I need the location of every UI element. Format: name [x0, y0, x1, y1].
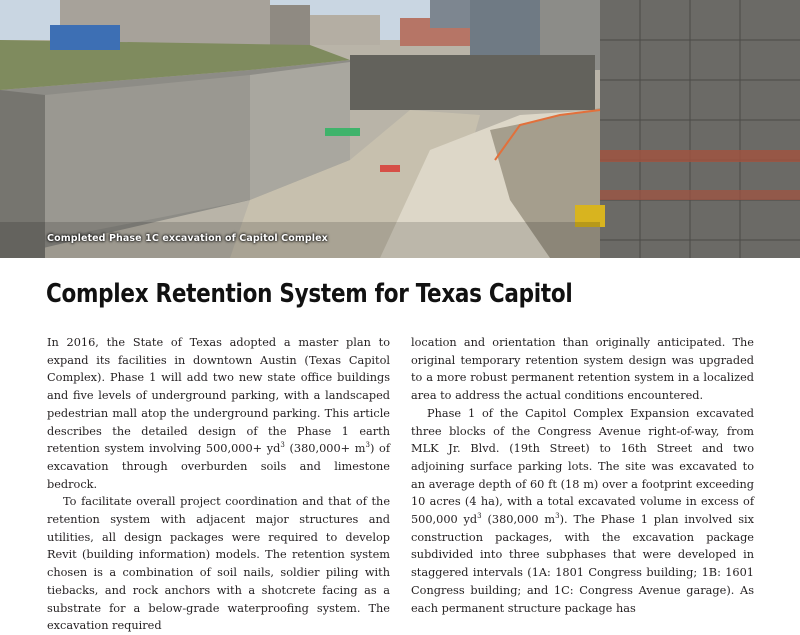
right-paragraph-2: Phase 1 of the Capitol Complex Expansion excavated three blocks of the Congress Avenue right-of-way, from MLK Jr. Blvd. (19th Street) to 16th Street and two adjoining surface parking lots. The site was excavated to an average depth of 60 ft (18 m) over a footprint exceeding 10 acres (4 ha), with a total excavated volume in excess of 500,000 $yd^3$ (380,000 $m^3$). The Phase 1 plan involved six construction packages, with the excavation package subdivided into three subphases that were developed in staggered intervals (1A: 1801 Congress building; 1B: 1601 Congress building; and 1C: Congress Avenue garage). As each permanent structure package has	[411, 406, 754, 615]
left-column	[47, 334, 390, 635]
excavation-photo	[0, 0, 800, 258]
article-title: Complex Retention System for Texas Capitol	[46, 279, 573, 309]
left-paragraph-1: In 2016, the State of Texas adopted a master plan to expand its facilities in downtown Austin (Texas Capitol Complex). Phase 1 will add two new state office buildings and five levels of underground parking, with a landscaped pedestrian mall atop the underground parking. This article describes the detailed design of the Phase 1 earth retention system involving $500,000+ yd^3$ $(380,000+ m^3)$ of excavation through overburden soils and limestone bedrock.	[47, 336, 391, 491]
photo-caption: Completed Phase 1C excavation of Capitol Complex	[47, 233, 328, 244]
right-column	[411, 334, 754, 617]
excavation-photo-illustration	[0, 0, 800, 258]
left-paragraph-2: To facilitate overall project coordination and that of the retention system with adjacent major structures and utilities, all design packages were required to develop Revit (building information) models. The retention system chosen is a combination of soil nails, soldier piling with tiebacks, and rock anchors with a shotcrete facing as a substrate for a below-grade waterproofing system. The excavation required	[47, 495, 390, 633]
right-paragraph-1: location and orientation than originally anticipated. The original temporary retention system design was upgraded to a more robust permanent retention system in a localized area to address the actual conditions encountered.	[411, 336, 754, 403]
